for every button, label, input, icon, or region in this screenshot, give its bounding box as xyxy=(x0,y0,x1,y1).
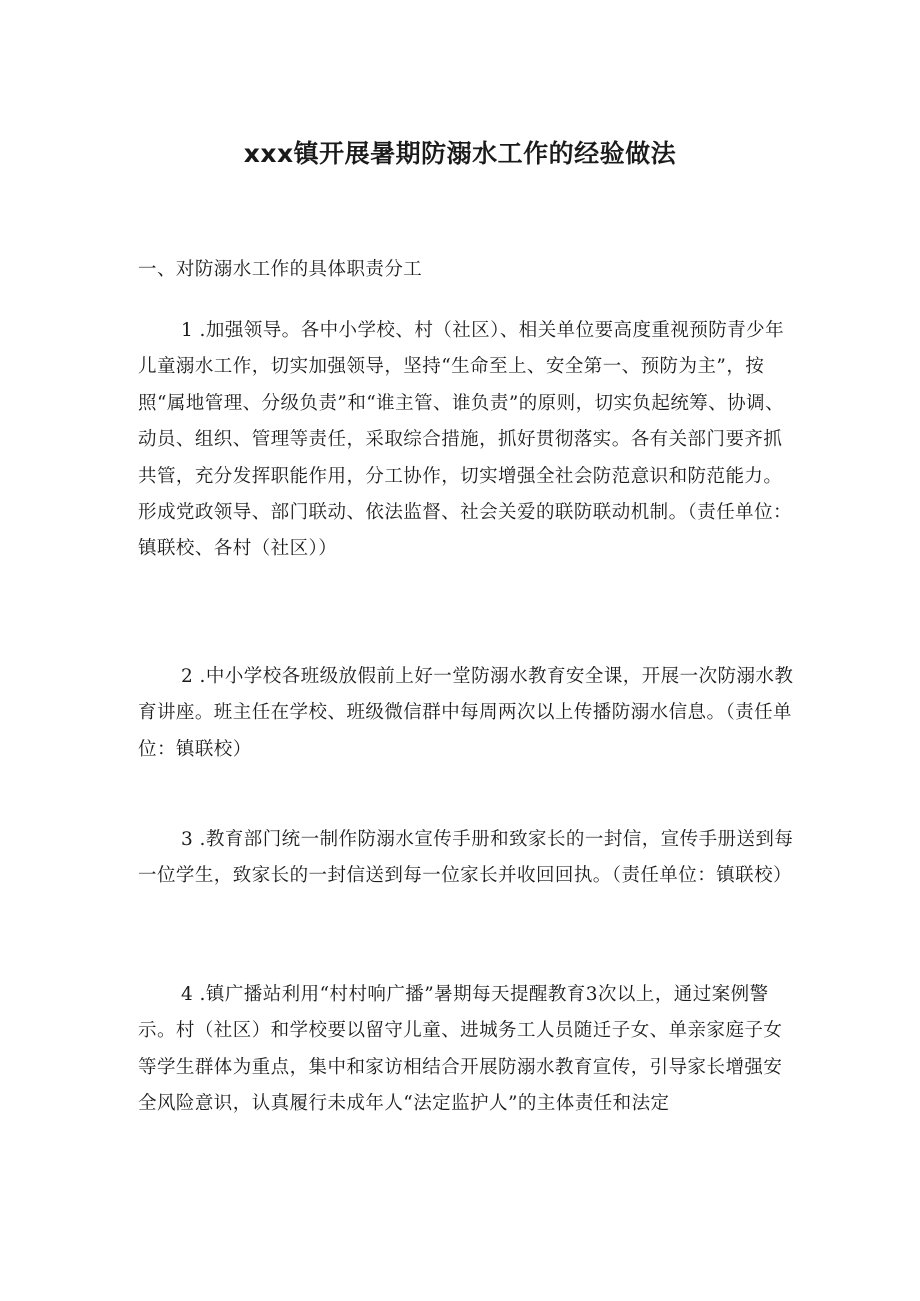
section-heading: 一、对防溺水工作的具体职责分工 xyxy=(138,259,423,280)
document-title: xxx镇开展暑期防溺水工作的经验做法 xyxy=(243,139,677,168)
paragraph-2: 2 .中小学校各班级放假前上好一堂防溺水教育安全课，开展一次防溺水教育讲座。班主任在学校、班级微信群中每周两次以上传播防溺水信息。（责任单位：镇联校） xyxy=(138,666,794,760)
paragraph-4: 4 .镇广播站利用“村村响广播”暑期每天提醒教育3次以上，通过案例警示。村（社区）和学校要以留守儿童、进城务工人员随迁子女、单亲家庭子女等学生群体为重点，集中和家访相结合开展防溺水教育宣传，引导家长增强安全风险意识，认真履行未成年人“法定监护人”的主体责任和法定 xyxy=(138,984,783,1115)
paragraph-1: 1 .加强领导。各中小学校、村（社区）、相关单位要高度重视预防青少年儿童溺水工作，切实加强领导，坚持“生命至上、安全第一、预防为主”，按照“属地管理、分级负责”和“谁主管、谁负责”的原则，切实负起统筹、协调、动员、组织、管理等责任，采取综合措施，抓好贯彻落实。各有关部门要齐抓共管，充分发挥职能作用，分工协作，切实增强全社会防范意识和防范能力。形成党政领导、部门联动、依法监督、社会关爱的联防联动机制。（责任单位：镇联校、各村（社区）） xyxy=(138,320,793,560)
paragraph-3: 3 .教育部门统一制作防溺水宣传手册和致家长的一封信，宣传手册送到每一位学生，致家长的一封信送到每一位家长并收回回执。（责任单位：镇联校） xyxy=(138,829,794,887)
